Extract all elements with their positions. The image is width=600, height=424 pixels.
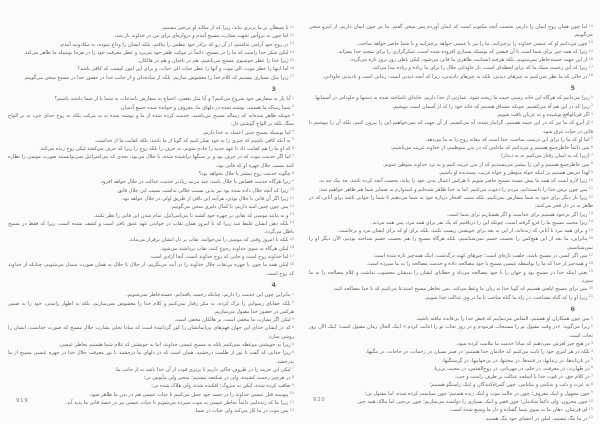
- verse: 18و همه‌چیز از خدا که ما را بواسطه عیسی مسیح با خود مصالحه داده و خدمت مصالحه را به ما سپرده است.: [366, 260, 593, 268]
- chapter-number: 3: [271, 85, 276, 94]
- verse-number: 12: [289, 407, 294, 412]
- verse: 14چون می‌دانیم او که عیسی خداوند را برخیزانید، ما را نیز با عیسی خواهد برخیزانید و با شما حاضر خواهد ساخت.: [356, 40, 593, 47]
- verse-number: 6: [291, 145, 294, 150]
- verse-number: 18: [289, 261, 294, 266]
- verse: 5اما او که ما را برای این درست ساخت، خدا است که بیعانه روح را به ما می‌دهد.: [425, 136, 593, 143]
- verse: 19یعنی اینکه خدا در مسیح بود و جهان را با خود مصالحه می‌داد و خطایای ایشان را بدیشان محسوب نداشت و کلام مصالحه را به ما سپرد.: [309, 269, 593, 284]
- verse-number: 10: [588, 398, 593, 403]
- verse-number: 9: [590, 169, 593, 174]
- verse: 5نه آنکه کافی باشیم که چیزی را به خود تفکر کنیم که گویا از ما باشد، بلکه کفایت ما از خداست.: [94, 137, 294, 144]
- verse-number: 7: [291, 366, 294, 371]
- verse-number: 8: [291, 374, 294, 379]
- verse-number: 14: [588, 40, 593, 45]
- verse-number: 11: [289, 195, 294, 200]
- verse: 1زیرا می‌دانیم که هرگاه این خانه زمینی خیمه ما ریخته شود، عمارتی از خدا داریم، خانه‌ای ناساخته شده به دستها و جاودانی در آسمانها.: [313, 94, 593, 102]
- verse-number: 1: [291, 291, 294, 296]
- verse: 10زیرا که آنچه جلال داده شده بود نیز بدین نسبت جلالی نداشت بسبب این جلال فایق.: [116, 187, 294, 194]
- verse-number: 9: [590, 390, 593, 395]
- verse: 15زیرا که همه چیز برای شما است تا آن فیضی که بوسیله بسیاری افزوده شده است، شکرگزاری را برای تمجید خدا بیفزاید.: [337, 48, 593, 55]
- verse: 14بلکه ذهن ایشان غلیظ شد زیرا که تا امروز همان نقاب در خواندن عهد عتیق باقی است و کشف نشده است، زیرا که فقط در مسیح باطل می‌گردد.: [8, 220, 294, 236]
- verse: 9تعاقب کرده شده، لیکن نه متروک؛ افکنده شده، ولی هلاک شده نی؛: [151, 383, 294, 390]
- verse-number: 4: [590, 348, 593, 353]
- verse: 8به عزت و ذلت و بدنامی و نیکنامی. چون گمراه‌کنندگان و اینک راستگو هستیم؛: [429, 382, 593, 389]
- verse: 13در روح خود آرامی نداشتم، از آن رو که برادر خود تیطس را نیافتم، بلکه ایشان را وداع نموده، به مکادونیه آمدم.: [59, 41, 294, 48]
- verse: 15زیرا خدا را عطر خوشبوی مسیح می‌باشیم، هم در ناجیان و هم در هالکان.: [137, 57, 294, 65]
- verse: 12در ما تنگ نیستید، لیکن در احشای خود تنگ هستید.: [484, 415, 593, 422]
- verse-number: 15: [289, 57, 294, 62]
- verse: 7(زیرا که به ایمان رفتار می‌کنیم نه به دیدار): [501, 153, 593, 160]
- verse-number: 6: [590, 144, 593, 149]
- verse-number: 5: [291, 137, 294, 142]
- verse-number: 14: [588, 219, 593, 224]
- verse-number: 13: [289, 41, 294, 46]
- verse-number: 16: [289, 66, 294, 71]
- verse: 9لهذا حریص هستیم بر اینکه خواه متوطن و خواه غریب، پسندیده او باشیم.: [438, 169, 593, 177]
- verse-number: 8: [590, 161, 593, 166]
- verse-number: 3: [291, 316, 294, 321]
- verse: 10چون محزون، ولی دائماً شادمان؛ چون فقیر و اینک بسیاری را دولتمند می‌سازیم؛ چون بی‌چیز، اما مالک همه چیز.: [356, 398, 593, 406]
- verse-number: 6: [291, 349, 294, 354]
- verse: 2زیرا که در این هم آه می‌کشیم، چونکه مشتاق هستیم که خانه خود را که از آسمان است بپوشیم،: [392, 103, 593, 110]
- verse-number: 13: [588, 23, 593, 28]
- verse: 17پس اگر کسی در مسیح باشد، خلقت تازه‌ای است؛ چیزهای کهنه درگذشت، اینک همه‌چیز تازه شده است.: [372, 252, 593, 260]
- verse-number: 3: [590, 111, 593, 116]
- verse: 15بلکه تا امروز وقتی که موسی را می‌خوانند، نقاب بر دل ایشان برقرار می‌ماند.: [128, 237, 294, 244]
- verse-number: 12: [588, 194, 593, 199]
- verse: 4بلکه در هر امری خود را ثابت می‌کنیم که خادمان خدا هستیم: در صبر بسیار، در زحمات، در حاجات، در تنگیها،: [365, 348, 593, 356]
- page-number-right: 920: [313, 397, 326, 403]
- verse: 16اما اینها را عطر موت، الی موت و آنها را عطر حیات الی حیات. و برای این امور کیست که کافی باشد؟: [77, 66, 294, 73]
- verse-number: 7: [590, 373, 593, 378]
- verse-number: 6: [590, 365, 593, 370]
- verse-number: 4: [291, 129, 294, 134]
- verse: 11زیرا اگر آن فانی با جلال بودی، هرآینه این باقی از طریق اولی در جلال خواهد بود.: [121, 195, 294, 202]
- verse: 6زیرا خدایی که گفت تا نور از ظلمت درخشید، همان است که در دلهای ما درخشید تا نور معرفت جلال خدا در چهره عیسی مسیح از ما بدرخشد.: [8, 349, 294, 365]
- verse: 1آیا باز به سفارش خود شروع می‌کنیم؟ و آیا مثل بعضی، احتیاج به سفارش نامه‌جات به شما یا از شما داشته باشیم؟: [54, 95, 294, 103]
- verse-number: 18: [588, 260, 593, 265]
- verse: 17زیرا که این زحمت سبک ما که برای لحظه‌ای است، بار جاودانی جلال را برای ما زیاده و زیاده پیدا می‌کند.: [371, 65, 593, 72]
- verse-number: 7: [590, 153, 593, 158]
- verse-number: 8: [590, 382, 593, 387]
- verse-number: 18: [588, 73, 593, 78]
- verse: 21زیرا او را که گناه نشناخت، در راه ما گناه ساخت تا ما در وی عدالت خدا شویم.: [424, 294, 593, 301]
- verse: 7لیکن این خزینه را در ظروف خاکی داریم تا برتری قوت از آن خدا باشد نه از جانب ما.: [114, 366, 294, 373]
- verse-number: 15: [289, 237, 294, 242]
- verse: 14لیکن شکر خدا راست که ما را در مسیح، دائماً در موکب ظفر خود می‌برد و عطر معرفت خود را در هرجا بوسیله ما ظاهر می‌کند.: [23, 49, 294, 56]
- verse: 3لیکن اگر بشارت ما مخفی است، بر هالکان مخفی است،: [174, 316, 294, 324]
- verse: 6که او ما را هم کفایت داد تا عهد جدید را خادم شویم، نه حرف را بلکه روح را زیرا که حرف می‌کشد لیکن روح زنده می‌کند.: [39, 145, 294, 153]
- verse-number: 15: [588, 227, 593, 232]
- verse: 17زیرا مثل بسیاری نیستیم که کلام خدا را مغشوش سازیم، بلکه از ساده‌دلی و از جانب خدا در حضور خدا در مسیح سخن می‌گوییم.: [23, 74, 294, 81]
- verse-number: 16: [588, 236, 593, 241]
- verse: 7در کلام حق، در قوت خدا با اسلحه عدالت بر طرف راست و چپ،: [455, 373, 593, 381]
- verse: 8در هرچیز زحمت کشیده، ولی در شکنجه نیستیم؛ متحیر ولی مأیوس نی؛: [143, 374, 294, 382]
- page-right: [309, 23, 593, 423]
- verse: 6در طهارت، در معرفت، در حلم، در مهربانی، در روح‌القدس، در محبت بی‌ریا،: [433, 365, 593, 372]
- verse-number: 5: [590, 357, 593, 362]
- verse: 16از این جهت خسته‌خاطر نمی‌شویم، بلکه هرچند انسانیت ظاهری ما فانی می‌شود، لیکن باطن روز بروز تازه می‌گردد.: [348, 56, 593, 64]
- verse: 9زیرا هرگاه خدمت قصاص با جلال باشد، چند مرتبه زیادتر خدمت عدالت در جلال خواهد افزود.: [99, 178, 294, 186]
- verse-number: 3: [590, 340, 593, 345]
- verse-number: 16: [588, 56, 593, 61]
- verse-number: 13: [588, 211, 593, 216]
- verse: 20پس برای مسیح ایلچی هستیم که گویا خدا به زبان ما وعظ می‌کند. پس بخاطر مسیح استدعا می‌کنیم که با خدا مصالحه کنید.: [332, 285, 593, 293]
- verse: 12پس چون چنین امید داریم، با کمال دلیری سخن می‌گوییم.: [170, 203, 294, 211]
- verse-number: 5: [291, 341, 294, 346]
- page-left: [8, 24, 294, 416]
- verse: 2زیرا می‌گوید: «در وقت مقبول تو را مستجاب فرمودم و در روز نجات تو را اعانت کردم.» اینک الحال زمان مقبول است؛ اینک الآن روز نجات است.: [309, 324, 593, 339]
- verse: 9چون مجهول و اینک معروف؛ چون در حالت موت و اینک زنده هستیم؛ چون سیاست کرده شده، اما مقتول نی؛: [364, 390, 593, 397]
- verse: 18لیکن همه ما چون با چهره بی‌نقاب جلال خداوند را در آینه می‌نگریم، از جلال تا جلال به همان صورت متبدل می‌شویم، چنانکه از خداوند که روح است.: [8, 261, 294, 277]
- verse-number: 12: [588, 415, 593, 420]
- verse-number: 9: [291, 178, 294, 183]
- verse: 12زیرا بار دیگر برای خود به شما سفارش نمی‌کنیم، بلکه سبب افتخار درباره خود به شما می‌دهیم تا شما را جوابی باشد برای آنانی که در ظاهر نه در دل فخر می‌کنند.: [309, 194, 593, 210]
- verse: 3اگر فی‌الواقع پوشیده و نه عریان یافت شویم.: [496, 111, 593, 118]
- verse: 5در تازیانه‌ها، در زندانها، در فتنه‌ها، در محنتها، در بی‌خوابیها، در گرسنگیها،: [441, 357, 593, 364]
- verse: 10زیرا لازم است که همه ما پیش مسند مسیح حاضر شویم تا هرکس اعمال بدنی خود را بیابد، بحسب آنچه کرده باشد، چه نیک چه بد.: [318, 177, 593, 185]
- verse-number: 12: [289, 203, 294, 208]
- verse: 4اما بوسیله مسیح چنین اعتماد به خدا داریم.: [202, 129, 294, 136]
- verse: 12پس موت در ما کار می‌کند ولی حیات در شما.: [194, 407, 294, 415]
- verse-number: 1: [590, 315, 593, 320]
- verse-number: 10: [289, 187, 294, 192]
- verse-number: 10: [588, 177, 593, 182]
- verse-number: 9: [291, 383, 294, 388]
- verse: 10پیوسته قتل عیسی خداوند را در جسد خود حمل می‌کنیم تا حیات عیسی هم در بدن ما ظاهر شود.: [88, 391, 294, 398]
- verse-number: 19: [588, 269, 593, 274]
- page-number-left: 919: [16, 398, 29, 404]
- verse: 13اما چون همان روح ایمان را داریم، بحسب آنچه مکتوب است که ایمان آوردم پس سخن گفتم، ما نیز چون ایمان داریم، از اینرو سخن می‌گوییم.: [309, 23, 593, 39]
- verse: 18در حالی که ما نظر نمی‌کنیم به چیزهای دیدنی، بلکه به چیزهای نادیدنی، زیرا که آنچه دیدنی است، زمانی است و نادیدنی جاودانی.: [322, 73, 593, 80]
- verse-number: 3: [291, 112, 294, 117]
- verse-number: 2: [291, 300, 294, 305]
- verse: 15و برای همه مرد تا آنانی که زنده‌اند، از این به بعد برای خویشتن زیست نکنند، بلکه برای او که برای ایشان مرد و برخاست.: [337, 227, 593, 235]
- verse: 12اما چون به تروآس بجهت بشارت مسیح آمدم و دروازه‌ای برای من در خداوند باز شد،: [114, 32, 294, 40]
- verse: 14زیرا محبت مسیح ما را فرو گرفته است، چونکه این را دریافتیم که یک نفر برای همه مرد، پس همه مردند.: [371, 219, 593, 226]
- verse-number: 17: [588, 252, 593, 257]
- verse-number: 2: [590, 324, 593, 328]
- verse-number: 5: [590, 136, 593, 141]
- verse-number: 8: [291, 170, 294, 175]
- verse-number: 1: [590, 94, 593, 99]
- verse-number: 4: [291, 325, 294, 329]
- verse: 7اما اگر خدمت موت که در حرف بود و بر سنگها تراشیده شده، با جلال می‌بود، بحدی که بنی‌اسرائیل نمی‌توانستند صورت موسی را نظاره کنند بسبب جلال چهره او که فانی بود،: [8, 154, 294, 169]
- verse: 2بلکه خفایای رسوایی را ترک کرده، به مکر رفتار نمی‌کنیم و کلام خدا را مغشوش نمی‌سازیم، بلکه به اظهار راستی، خود را به ضمیر هرکس در حضور خدا مقبول می‌سازیم.: [8, 300, 294, 315]
- verse-number: 17: [588, 65, 593, 70]
- verse-number: 15: [588, 48, 593, 53]
- verse: 3چونکه ظاهر شده‌اید که رساله مسیح می‌باشید، خدمت کرده شده از ما و نوشته شده نه به مرکب بلکه به روح خدای حی، نه بر الواح سنگ بلکه بر الواح گوشتی دل.: [8, 112, 294, 128]
- verse-number: 14: [289, 49, 294, 54]
- verse-number: 21: [588, 294, 593, 299]
- verse-number: 11: [289, 399, 294, 404]
- verse-number: 13: [289, 212, 294, 217]
- verse-number: 20: [588, 285, 593, 290]
- verse: 17اما خداوند روح است و جایی که روح خداوند است، آنجا آزادی است.: [149, 253, 294, 261]
- verse: 4که در ایشان خدای این جهان فهم‌های بی‌ایمانشان را کور گردانیده است که مبادا تجلی بشارت جلال مسیح که صورت خداست، ایشان را روشن سازد.: [8, 325, 294, 340]
- chapter-number: 4: [271, 280, 276, 289]
- verse: 11زیرا ما که زنده‌ایم، دائماً بخاطر عیسی به موت سپرده می‌شویم تا حیات عیسی نیز در جسد فانی ما پدید آید.: [65, 399, 294, 407]
- verse-number: 14: [289, 220, 294, 225]
- verse: 5زیرا به خویشتن موعظه نمی‌کنیم بلکه به مسیح عیسی خداوند، اما به خویشتن که غلام شما هستیم بخاطر عیسی.: [58, 341, 294, 348]
- verse: 13و نه مانند موسی که نقابی بر چهره خود کشید تا بنی‌اسرائیل، تمام شدن این فانی را نظر نکنند،: [93, 212, 294, 219]
- verse: 16لیکن هرگاه به سوی خداوند رجوع کنند، نقاب برداشته می‌شود.: [159, 245, 294, 252]
- verse-number: 2: [590, 103, 593, 108]
- verse: 8چگونه خدمت روح بیشتر با جلال نخواهد بود؟: [198, 170, 294, 178]
- verse: 2شما رساله ما هستید، نوشته شده در دلهای ما، معروف و خوانده شده جمیع آدمیان.: [119, 104, 294, 111]
- verse: 11تا شیطان بر ما برتری نیابد، زیرا که از مکاید او بی‌خبر نیستیم.: [161, 24, 294, 31]
- verse: 3در هیچ چیز لغزش نمی‌دهیم که مبادا خدمت ما ملامت کرده شود،: [456, 340, 593, 347]
- verse-number: 16: [289, 245, 294, 250]
- verse-number: 10: [289, 391, 294, 396]
- verse: 16بنابراین، ما بعد از این هیچ‌کس را بحسب جسم نمی‌شناسیم، بلکه هرگاه مسیح را هم بحسب جسم شناخته بودیم، الآن دیگر او را نمی‌شناسیم.: [309, 236, 593, 251]
- verse-number: 12: [289, 32, 294, 37]
- verse-number: 17: [289, 253, 294, 258]
- verse: 13زیرا اگر بی‌خود هستیم برای خداست و اگر هشیاریم برای شما است.: [446, 211, 593, 218]
- verse: 1بنابراین چون این خدمت را داریم، چنانکه رحمت یافته‌ایم، خسته‌خاطر نمی‌شویم.: [126, 291, 294, 299]
- verse-number: 2: [291, 104, 294, 109]
- verse-number: 11: [289, 24, 294, 29]
- chapter-number: 6: [570, 304, 575, 313]
- verse-number: 11: [588, 406, 593, 411]
- verse: 1پس چون همکاران او هستیم، التماس می‌نماییم که فیض خدا را بی‌فایده نیافته باشید،: [415, 315, 593, 323]
- verse: 8پس خاطرجمع هستیم و این را بیشتر می‌پسندیم که از بدن غربت کنیم و به نزد خداوند متوطن شویم.: [382, 161, 593, 168]
- verse: 11ای قرنتیان، دهان ما به سوی شما گشاده و دل ما وسیع شده است.: [449, 406, 593, 414]
- verse-number: 4: [590, 119, 593, 124]
- chapter-number: 5: [570, 84, 575, 93]
- verse-number: 1: [291, 95, 294, 100]
- verse: 11پس چون ترس خدا را دانسته‌ایم، مردم را دعوت می‌کنیم. اما به خدا ظاهر شده‌ایم و امیدوارم به ضمایر شما هم ظاهر خواهیم شد.: [318, 186, 593, 193]
- verse-number: 7: [291, 154, 294, 159]
- verse: 4از آنرو که ما نیز که در این خیمه هستیم، گرانبار شده، آه می‌کشیم، از آن جهت که نمی‌خواهیم این را بیرون کنیم، بلکه آن را بپوشیم تا فانی در حیات غرق شود.: [309, 119, 593, 135]
- verse-number: 11: [588, 186, 593, 191]
- verse-number: 17: [289, 74, 294, 79]
- verse: 6پس دائماً خاطرجمع هستیم و می‌دانیم که مادامی که در بدن متوطنیم، از خداوند غریب می‌باشیم.: [390, 144, 593, 152]
